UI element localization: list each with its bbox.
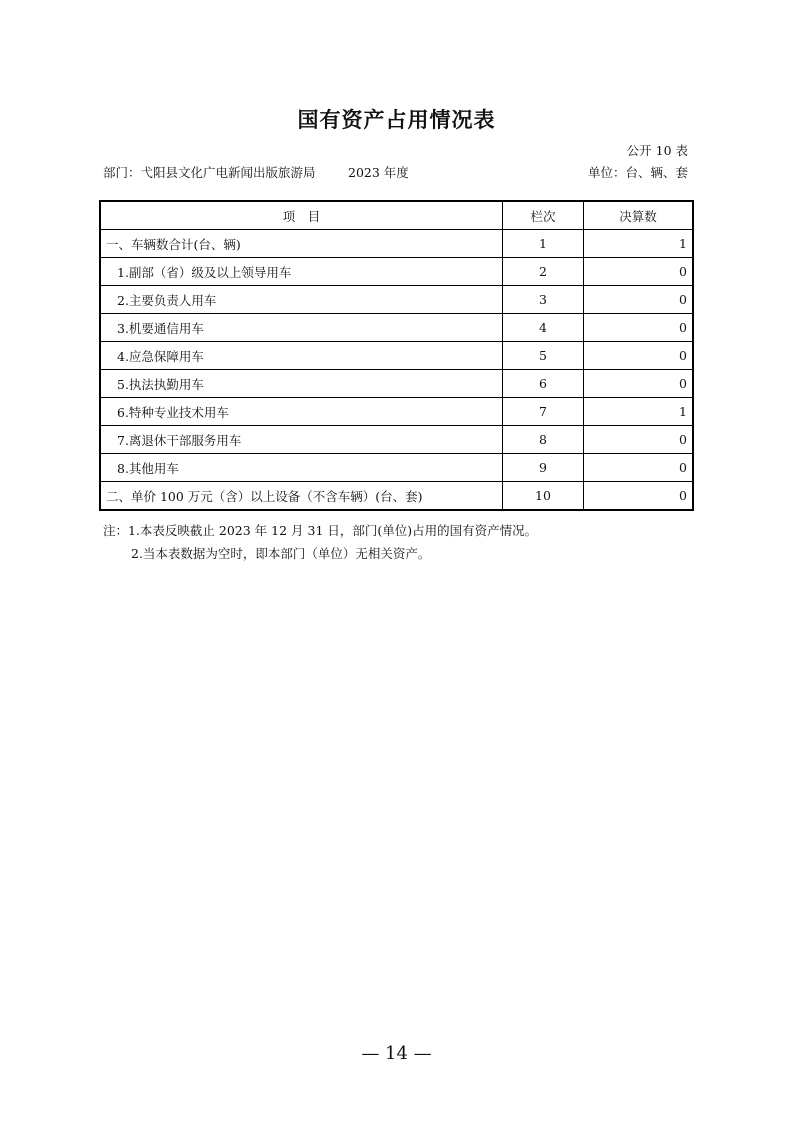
table-row <box>100 482 693 511</box>
row-item: 8.其他用车 <box>100 454 503 482</box>
row-column-no: 3 <box>503 286 584 314</box>
row-column-no: 1 <box>503 230 584 258</box>
row-value: 1 <box>584 398 694 426</box>
table-row <box>100 342 693 370</box>
table-notes <box>103 519 537 565</box>
row-value: 0 <box>584 454 694 482</box>
row-value: 0 <box>584 314 694 342</box>
asset-table <box>99 200 694 511</box>
row-column-no: 4 <box>503 314 584 342</box>
row-value: 1 <box>584 230 694 258</box>
table-row <box>100 398 693 426</box>
table-row <box>100 286 693 314</box>
row-value: 0 <box>584 258 694 286</box>
table-number: 公开 10 表 <box>626 143 688 158</box>
row-item: 7.离退休干部服务用车 <box>100 426 503 454</box>
row-item: 一、车辆数合计(台、辆) <box>100 230 503 258</box>
fiscal-year: 2023 年度 <box>348 165 409 180</box>
row-value: 0 <box>584 286 694 314</box>
table-row <box>100 454 693 482</box>
table-row <box>100 426 693 454</box>
header-item: 项 目 <box>100 201 503 230</box>
row-item: 6.特种专业技术用车 <box>100 398 503 426</box>
row-item: 2.主要负责人用车 <box>100 286 503 314</box>
row-value: 0 <box>584 342 694 370</box>
table-header-row <box>100 201 693 230</box>
row-item: 1.副部（省）级及以上领导用车 <box>100 258 503 286</box>
unit-label: 单位：台、辆、套 <box>587 165 688 180</box>
note-2: 2.当本表数据为空时，即本部门（单位）无相关资产。 <box>131 546 431 561</box>
row-column-no: 10 <box>503 482 584 511</box>
row-value: 0 <box>584 370 694 398</box>
row-value: 0 <box>584 426 694 454</box>
row-item: 二、单价 100 万元（含）以上设备（不含车辆）(台、套) <box>100 482 503 511</box>
table-row <box>100 258 693 286</box>
page-title: 国有资产占用情况表 <box>297 108 496 132</box>
row-column-no: 2 <box>503 258 584 286</box>
page-number: — 14 — <box>361 1043 432 1064</box>
row-item: 5.执法执勤用车 <box>100 370 503 398</box>
row-column-no: 9 <box>503 454 584 482</box>
row-column-no: 8 <box>503 426 584 454</box>
header-column-no: 栏次 <box>503 201 584 230</box>
row-column-no: 7 <box>503 398 584 426</box>
row-column-no: 5 <box>503 342 584 370</box>
row-column-no: 6 <box>503 370 584 398</box>
table-row <box>100 230 693 258</box>
row-value: 0 <box>584 482 694 511</box>
table-row <box>100 370 693 398</box>
row-item: 3.机要通信用车 <box>100 314 503 342</box>
department-label: 部门：弋阳县文化广电新闻出版旅游局 <box>103 165 316 180</box>
table-row <box>100 314 693 342</box>
row-item: 4.应急保障用车 <box>100 342 503 370</box>
note-1: 注：1.本表反映截止 2023 年 12 月 31 日，部门(单位)占用的国有资产情况。 <box>103 523 538 538</box>
header-final-amount: 决算数 <box>584 201 694 230</box>
